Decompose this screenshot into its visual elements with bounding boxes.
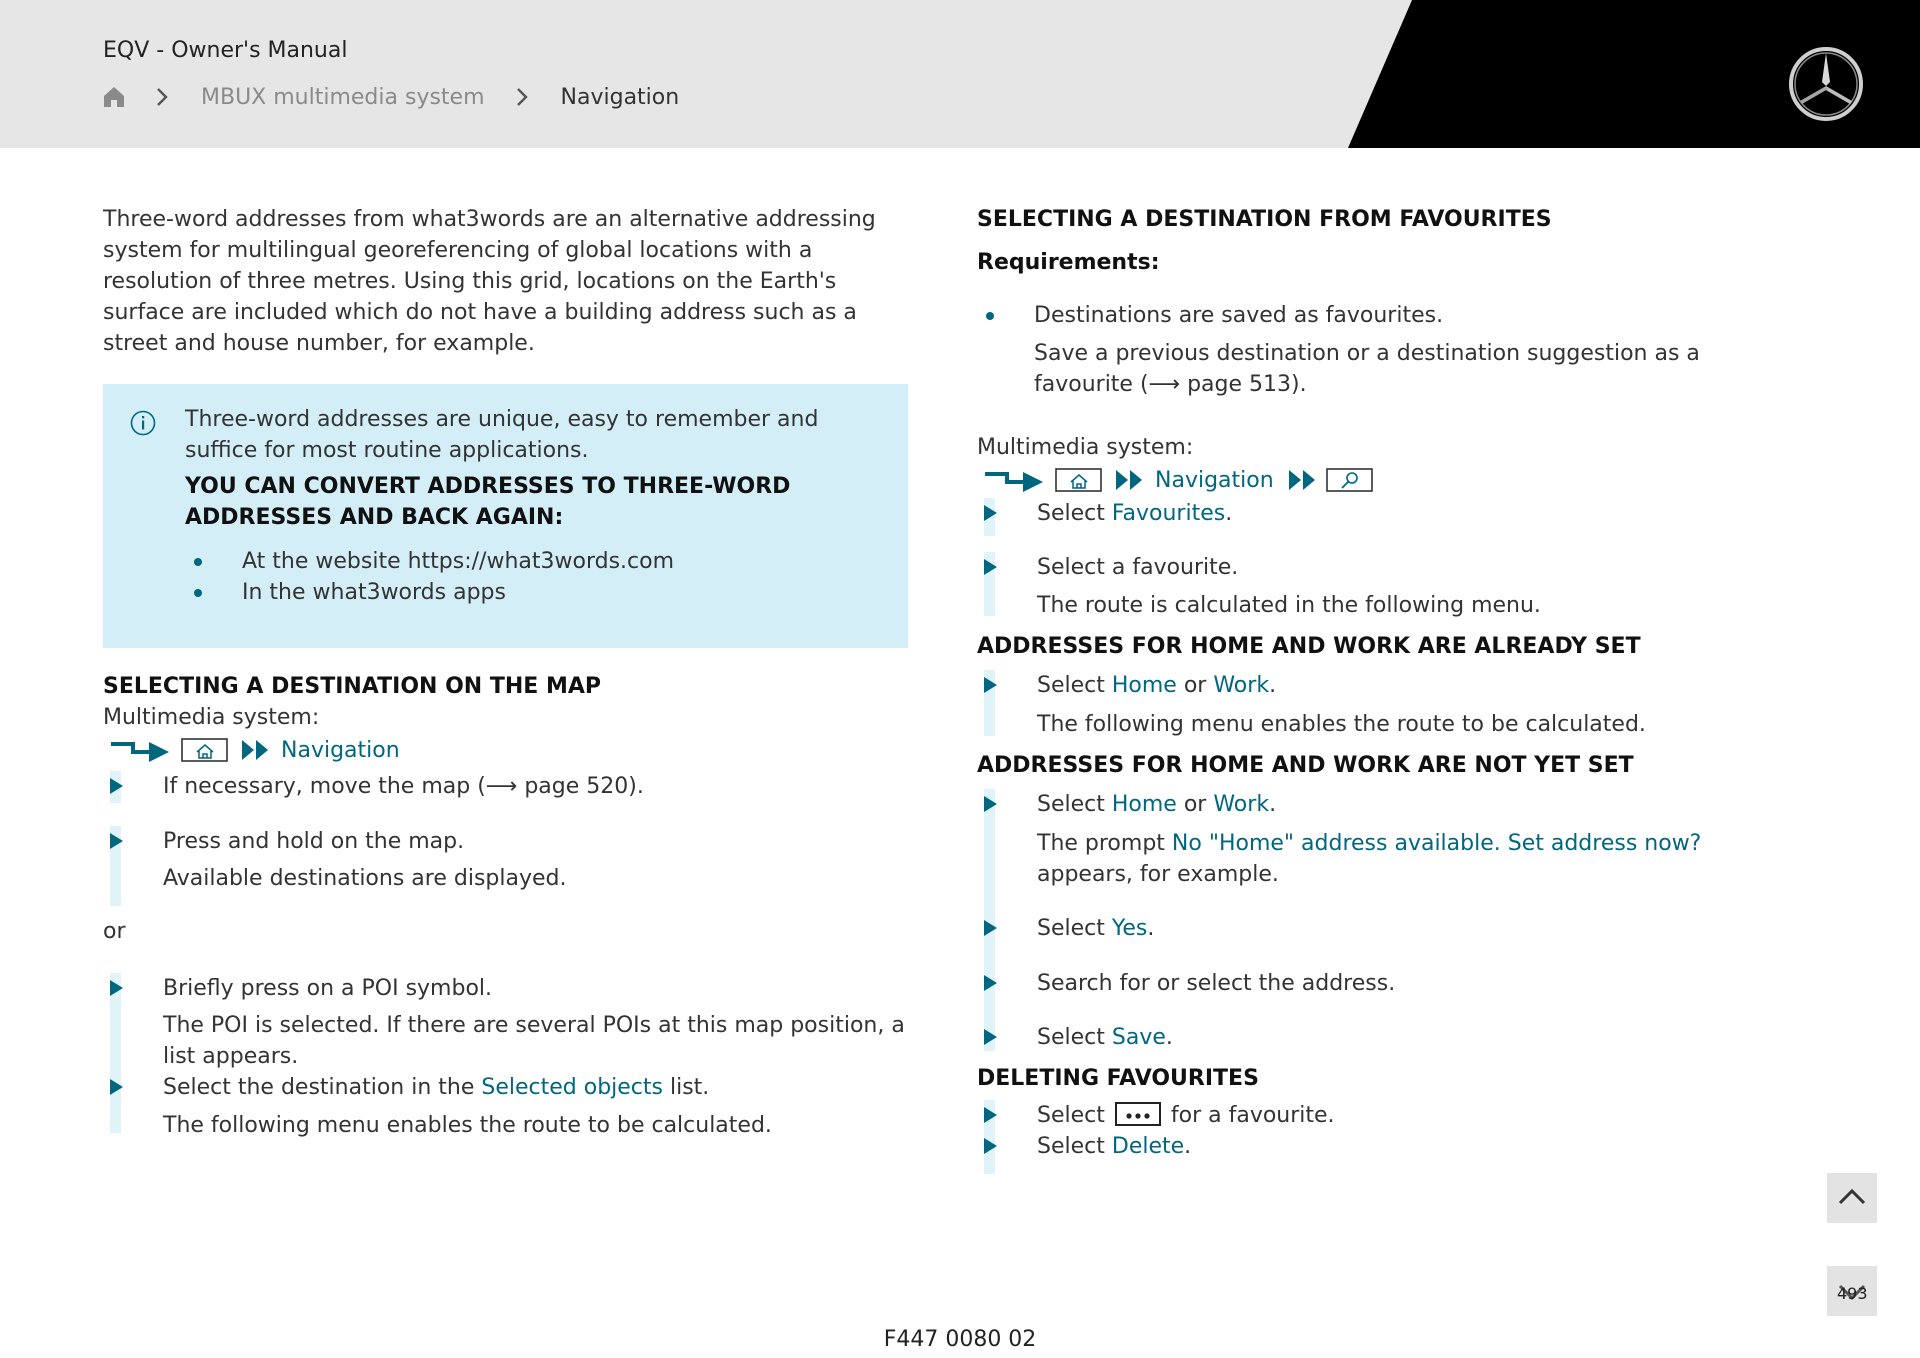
bullet-dot [194, 558, 202, 566]
selected-objects-link[interactable]: Selected objects [481, 1075, 663, 1100]
info-text: Three-word addresses are unique, easy to remember and suffice for most routine applications. [185, 407, 819, 463]
left-column [103, 204, 908, 1141]
favourites-link[interactable]: Favourites [1111, 501, 1226, 526]
step-arrow-icon [110, 980, 123, 996]
step-arrow-icon [110, 833, 123, 849]
save-link[interactable]: Save [1111, 1025, 1166, 1050]
step-press-hold [103, 826, 908, 894]
work-link[interactable]: Work [1213, 673, 1270, 698]
section-heading-favourites: SELECTING A DESTINATION FROM FAVOURITES [977, 207, 1552, 232]
breadcrumb [103, 82, 679, 112]
page-number: 493 [1837, 1284, 1868, 1303]
step-arrow-icon [984, 559, 997, 575]
step-text: If necessary, move the map (⟶ page 520). [163, 774, 644, 799]
step-result: The following menu enables the route to be calculated. [1037, 712, 1646, 737]
footer-code: F447 0080 02 [883, 1327, 1037, 1352]
search-button-icon [1326, 467, 1374, 493]
home-button-icon [181, 737, 229, 763]
step-text: Press and hold on the map. [163, 829, 465, 854]
home-button-icon [1055, 467, 1103, 493]
right-column [977, 204, 1777, 1162]
info-heading: YOU CAN CONVERT ADDRESSES TO THREE-WORD ADDRESSES AND BACK AGAIN: [185, 474, 791, 530]
list-item: At the website https://what3words.com [185, 546, 875, 577]
bullet-dot [986, 312, 994, 320]
path-navigation-link[interactable]: Navigation [281, 737, 400, 763]
prompt-message-link[interactable]: No "Home" address available. Set address now? [1171, 831, 1702, 856]
step-arrow-icon [984, 975, 997, 991]
step-select-save: Select Save. [977, 1022, 1777, 1053]
requirement-note: Save a previous destination or a destination suggestion as a favourite (⟶ page 513). [1034, 341, 1700, 397]
menu-path [103, 733, 908, 767]
requirements-list [977, 300, 1777, 331]
chevron-right-icon [155, 86, 169, 108]
step-text: Briefly press on a POI symbol. [163, 976, 493, 1001]
menu-path-arrow-icon [109, 737, 173, 763]
more-button-icon [1115, 1102, 1161, 1126]
delete-link[interactable]: Delete [1111, 1134, 1185, 1159]
list-item: Destinations are saved as favourites. [977, 300, 1777, 331]
step-arrow-icon [110, 1079, 123, 1095]
system-label: Multimedia system: [977, 435, 1194, 460]
step-arrow-icon [984, 1138, 997, 1154]
step-arrow-icon [110, 778, 123, 794]
bullet-dot [194, 589, 202, 597]
step-arrow-icon [984, 920, 997, 936]
section-heading-delete: DELETING FAVOURITES [977, 1066, 1259, 1091]
step-select-delete: Select Delete. [977, 1131, 1777, 1162]
info-icon [130, 410, 156, 436]
step-result: Available destinations are displayed. [163, 866, 567, 891]
step-select-favourite [977, 552, 1777, 621]
menu-path-arrow-icon [983, 467, 1047, 493]
step-search-address: Search for or select the address. [977, 968, 1777, 999]
info-bullet-list [185, 546, 875, 608]
step-select-yes: Select Yes. [977, 913, 1777, 944]
step-selected-objects: Select the destination in the Selected objects list. The following menu enables the route to be calculated. [103, 1072, 908, 1141]
intro-paragraph: Three-word addresses from what3words are an alternative addressing system for multilingual georeferencing of global locations with a resolution of three metres. Using this grid, locations on the Earth's surface are included which do not have a building address such as a street and house number, for example. [103, 207, 876, 356]
header-black-band [0, 0, 1920, 148]
section-heading-not-set: ADDRESSES FOR HOME AND WORK ARE NOT YET SET [977, 753, 1634, 778]
breadcrumb-link-mbux[interactable]: MBUX multimedia system [201, 84, 485, 110]
system-label: Multimedia system: [103, 705, 320, 730]
scroll-up-icon [1827, 1173, 1877, 1223]
path-navigation-link[interactable]: Navigation [1155, 467, 1274, 493]
step-result: The following menu enables the route to be calculated. [163, 1113, 772, 1138]
chevron-right-icon [515, 86, 529, 108]
double-chevron-icon [241, 738, 271, 762]
step-select-home-work: Select Home or Work. The prompt No "Home" address available. Set address now? appears, for example. Select Yes. Search for or select the address. Select Save. [977, 789, 1777, 1053]
step-move-map [103, 771, 908, 802]
yes-link[interactable]: Yes [1111, 916, 1148, 941]
step-select-home-work: Select Home or Work. The following menu enables the route to be calculated. [977, 670, 1777, 740]
step-select-favourites: Select Favourites. [977, 498, 1777, 529]
page-header [0, 0, 1920, 148]
menu-path [977, 463, 1777, 497]
section-heading-map: SELECTING A DESTINATION ON THE MAP [103, 674, 602, 699]
home-icon[interactable] [103, 86, 125, 108]
home-link[interactable]: Home [1111, 673, 1177, 698]
step-text: Select a favourite. [1037, 555, 1239, 580]
step-arrow-icon [984, 1107, 997, 1123]
double-chevron-icon [1288, 468, 1318, 492]
mercedes-star-logo [1788, 46, 1864, 122]
step-result: The POI is selected. If there are several POIs at this map position, a list appears. [163, 1013, 905, 1069]
step-arrow-icon [984, 677, 997, 693]
work-link[interactable]: Work [1213, 792, 1270, 817]
step-arrow-icon [984, 1029, 997, 1045]
breadcrumb-current-navigation: Navigation [560, 84, 680, 110]
step-arrow-icon [984, 796, 997, 812]
scroll-up-button[interactable] [1827, 1173, 1877, 1223]
info-box [103, 384, 908, 648]
step-result: The route is calculated in the following menu. [1037, 593, 1541, 618]
home-link[interactable]: Home [1111, 792, 1177, 817]
step-press-poi [103, 973, 908, 1072]
requirements-heading: Requirements: [977, 250, 1160, 275]
section-heading-set: ADDRESSES FOR HOME AND WORK ARE ALREADY SET [977, 634, 1641, 659]
list-item: In the what3words apps [185, 577, 875, 608]
step-result: The prompt No "Home" address available. Set address now? appears, for example. [1037, 831, 1702, 887]
document-title: EQV - Owner's Manual [103, 38, 348, 63]
double-chevron-icon [1115, 468, 1145, 492]
step-arrow-icon [984, 505, 997, 521]
step-select-more: Select for a favourite. Select Delete. [977, 1100, 1777, 1162]
or-text: or [103, 919, 126, 944]
